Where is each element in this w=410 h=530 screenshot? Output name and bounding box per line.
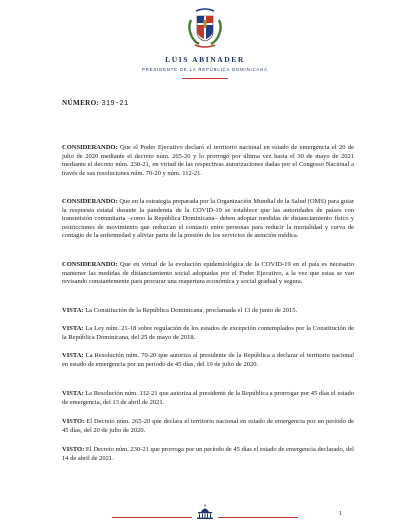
decree-number xyxy=(62,99,128,108)
paragraph-text: El Decreto núm. 230-21 que prorroga por un período de 45 días el estado de emergencia declarado, del 14 de abril de 2021. xyxy=(62,446,354,462)
president-name: LUIS ABINADER xyxy=(165,55,245,64)
paragraph-text: Que el Poder Ejecutivo declaró el territorio nacional en estado de emergencia el 20 de julio de 2020 mediante el decreto núm. 265-20 y lo prorrogó por última vez hasta el 30 de mayo de 2021 mediante el decreto núm. 230-21, en virtud de las respectivas autorizaciones dadas por el Congreso Nacional a través de sus resoluciones núm. 70-20 y núm. 112-21. xyxy=(62,144,354,177)
paragraph-text: La Resolución núm. 70-20 que autoriza al presidente de la República a declarar el territorio nacional en estado de emergencia por un período de 45 días, del 19 de julio de 2020. xyxy=(62,352,354,368)
paragraph-lead: VISTA: xyxy=(62,307,84,314)
paragraph-lead: CONSIDERANDO: xyxy=(62,198,118,205)
vista-paragraph xyxy=(62,307,354,316)
paragraph-lead: VISTO: xyxy=(62,446,85,453)
header-divider xyxy=(182,78,228,79)
visto-paragraph xyxy=(62,446,354,463)
page-number: 1 xyxy=(339,510,343,517)
vista-paragraph xyxy=(62,352,354,369)
footer-divider-right xyxy=(218,517,298,518)
considerando-paragraph xyxy=(62,261,354,287)
considerando-paragraph xyxy=(62,198,354,241)
paragraph-text: El Decreto núm. 265-20 que declara el territorio nacional en estado de emergencia por un período de 45 días, del 20 de julio de 2020. xyxy=(62,418,354,434)
paragraph-lead: VISTA: xyxy=(62,325,84,332)
vista-paragraph xyxy=(62,390,354,407)
paragraph-text: La Constitución de la República Dominicana, proclamada el 13 de junio de 2015. xyxy=(83,307,298,314)
paragraph-text: Que en virtud de la evolución epidemiológica de la COVID-19 en el país es necesario mantener las medidas de distanciamiento social adoptadas por el Poder Ejecutivo, a la vez que estas se van revisando constantemente para procurar una reapertura económica y social gradual y segura. xyxy=(62,261,354,286)
paragraph-lead: VISTO: xyxy=(62,418,85,425)
paragraph-lead: VISTA: xyxy=(62,390,84,397)
visto-paragraph xyxy=(62,418,354,435)
paragraph-text: La Ley núm. 21-18 sobre regulación de los estados de excepción contemplados por la Constitución de la República Dominicana, del 25 de mayo de 2018. xyxy=(62,325,354,341)
footer-divider-left xyxy=(112,517,192,518)
paragraph-text: La Resolución núm. 112-21 que autoriza al presidente de la República a prorrogar por 45 días el estado de emergencia, del 13 de abril de 2021. xyxy=(62,390,354,406)
paragraph-lead: CONSIDERANDO: xyxy=(62,144,118,151)
vista-paragraph xyxy=(62,325,354,342)
national-coat-of-arms-icon xyxy=(187,6,223,48)
president-title: PRESIDENTE DE LA REPÚBLICA DOMINICANA xyxy=(142,67,268,72)
paragraph-text: Que en la estrategia preparada por la Organización Mundial de la Salud (OMS) para guiar la respuesta estatal durante la pandemia de la COVID-19 se establece que las autoridades de países con transmisión comunitaria –como la República Dominicana– deben adoptar medidas de distanciamiento físico y restricciones de movimiento que reduzcan el contacto entre personas para reducir la mortalidad y curva de contagio de la enfermedad y aliviar parte de la presión de los servicios de atención médica. xyxy=(62,198,354,240)
national-palace-icon xyxy=(195,504,215,520)
decree-number-value: 319-21 xyxy=(101,100,129,108)
paragraph-lead: CONSIDERANDO: xyxy=(62,261,118,268)
considerando-paragraph xyxy=(62,144,354,178)
paragraph-lead: VISTA: xyxy=(62,352,84,359)
decree-label: NÚMERO: xyxy=(62,99,100,107)
